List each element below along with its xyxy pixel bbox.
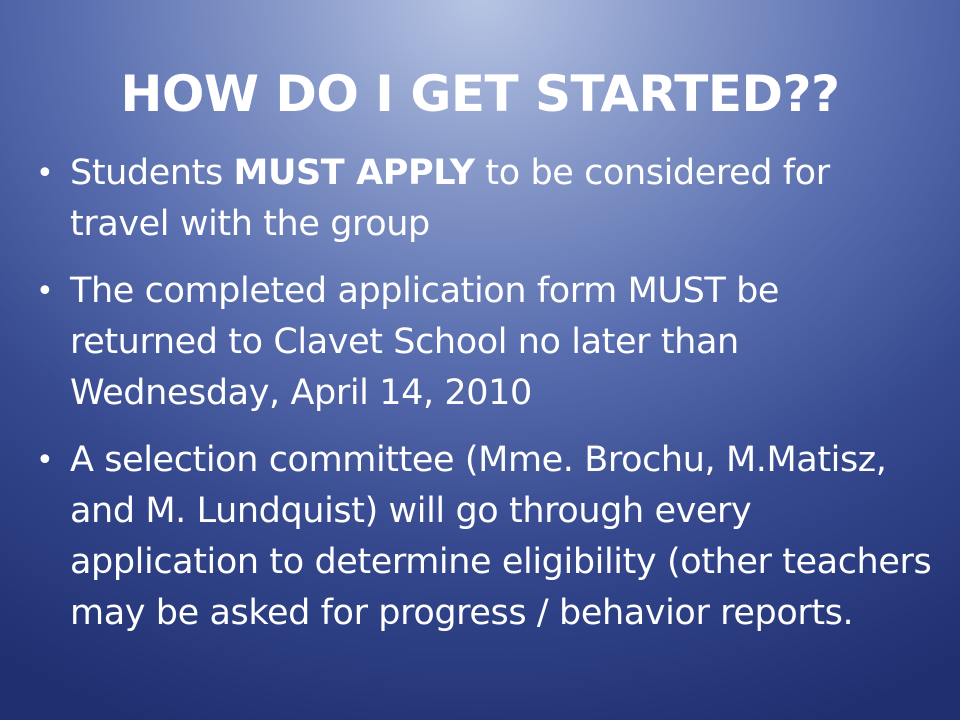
bullet-text-bold: MUST APPLY <box>233 153 475 193</box>
bullet-icon: • <box>36 443 54 478</box>
bullet-text: A selection committee (Mme. Brochu, M.Matisz, and M. Lundquist) will go through every application to determine eligibility (other teachers may be asked for progress / behavior reports. <box>70 440 932 633</box>
bullet-icon: • <box>36 156 54 191</box>
bullet-text: The completed application form MUST be returned to Clavet School no later than Wednesday, April 14, 2010 <box>70 271 780 413</box>
bullet-text-after: to be considered for travel with the group <box>70 153 830 244</box>
slide-title: HOW DO I GET STARTED?? <box>120 65 840 123</box>
bullet-item-deadline <box>36 266 936 419</box>
bullet-item-apply <box>36 148 936 250</box>
bullet-list <box>36 148 936 655</box>
bullet-icon: • <box>36 274 54 309</box>
bullet-item-committee <box>36 435 936 639</box>
bullet-text-before: Students <box>70 153 234 193</box>
